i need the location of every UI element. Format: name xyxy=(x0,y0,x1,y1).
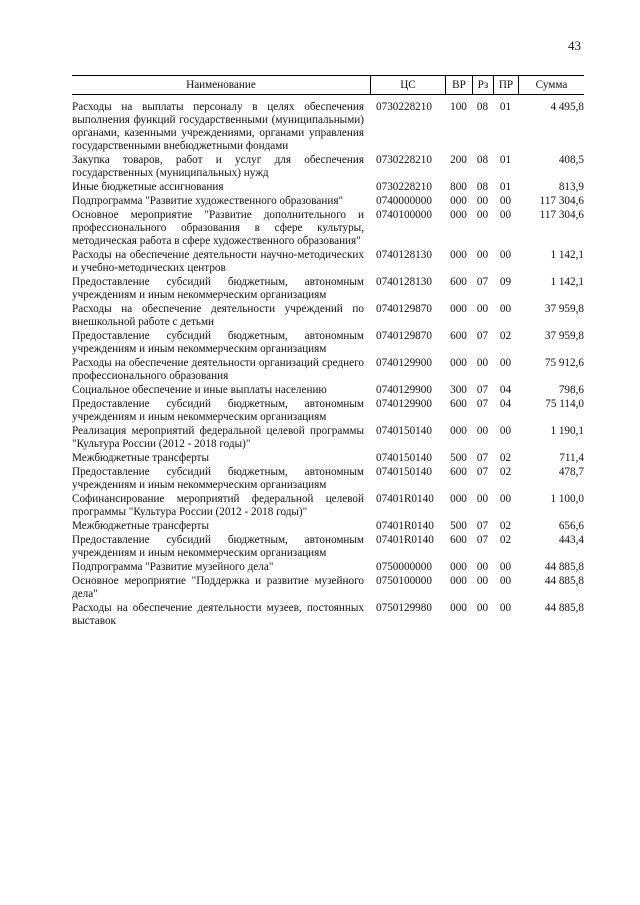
cell-sum: 44 885,8 xyxy=(544,602,584,614)
cell-pr: 00 xyxy=(499,249,512,261)
cell-vr: 000 xyxy=(450,357,467,369)
page-number: 43 xyxy=(568,38,581,53)
table-row xyxy=(72,330,584,356)
cell-sum: 75 912,6 xyxy=(544,357,584,369)
cell-rz: 08 xyxy=(476,181,489,193)
cell-name: Предоставление субсидий бюджетным, автономным учреждениям и иным некоммерческим организациям xyxy=(72,398,364,423)
header-pr: ПР xyxy=(493,76,518,94)
cell-cs: 0740129900 xyxy=(376,357,432,369)
table-row xyxy=(72,276,584,302)
cell-pr: 02 xyxy=(499,534,512,546)
cell-vr: 000 xyxy=(450,602,467,614)
header-vr: ВР xyxy=(445,76,472,94)
cell-vr: 600 xyxy=(450,330,467,342)
cell-rz: 08 xyxy=(476,154,489,166)
cell-pr: 04 xyxy=(499,384,512,396)
cell-name: Подпрограмма "Развитие художественного образования" xyxy=(72,195,344,207)
table-row xyxy=(72,181,584,194)
cell-cs: 0750129980 xyxy=(376,602,432,614)
cell-name: Социальное обеспечение и иные выплаты населению xyxy=(72,384,327,396)
cell-sum: 711,4 xyxy=(559,452,584,464)
cell-pr: 00 xyxy=(499,195,512,207)
cell-rz: 07 xyxy=(476,466,489,478)
cell-pr: 04 xyxy=(499,398,512,410)
cell-name: Реализация мероприятий федеральной целевой программы "Культура России (2012 - 2018 годы)" xyxy=(72,425,364,450)
cell-pr: 01 xyxy=(499,101,512,113)
budget-table xyxy=(72,75,584,628)
cell-vr: 000 xyxy=(450,561,467,573)
cell-cs: 0730228210 xyxy=(376,181,432,193)
header-rz: Рз xyxy=(472,76,493,94)
cell-name: Софинансирование мероприятий федеральной целевой программы "Культура России (2012 - 2018 годы)" xyxy=(72,493,364,518)
cell-sum: 656,6 xyxy=(558,520,584,532)
cell-cs: 0740150140 xyxy=(376,452,432,464)
cell-vr: 600 xyxy=(450,398,467,410)
table-row xyxy=(72,575,584,601)
cell-name: Иные бюджетные ассигнования xyxy=(72,181,224,193)
cell-rz: 00 xyxy=(476,357,489,369)
cell-cs: 0740000000 xyxy=(376,195,432,207)
cell-rz: 07 xyxy=(476,520,489,532)
table-row xyxy=(72,602,584,628)
cell-cs: 0730228210 xyxy=(376,154,432,166)
cell-sum: 1 142,1 xyxy=(550,249,584,261)
cell-name: Предоставление субсидий бюджетным, автономным учреждениям и иным некоммерческим организациям xyxy=(72,276,364,301)
table-row xyxy=(72,154,584,180)
cell-pr: 00 xyxy=(499,425,512,437)
cell-name: Подпрограмма "Развитие музейного дела" xyxy=(72,561,274,573)
cell-rz: 07 xyxy=(476,398,489,410)
cell-name: Основное мероприятие "Развитие дополнительного и профессионального образования в сфере культуры, методическая работа в сфере художественного образования" xyxy=(72,209,364,247)
cell-cs: 0740100000 xyxy=(376,209,432,221)
cell-sum: 798,6 xyxy=(558,384,584,396)
table-row xyxy=(72,209,584,248)
cell-vr: 200 xyxy=(450,154,467,166)
cell-vr: 500 xyxy=(450,452,467,464)
cell-name: Закупка товаров, работ и услуг для обеспечения государственных (муниципальных) нужд xyxy=(72,154,364,179)
cell-pr: 02 xyxy=(499,466,512,478)
table-row xyxy=(72,384,584,397)
cell-sum: 443,4 xyxy=(558,534,584,546)
cell-rz: 07 xyxy=(476,452,489,464)
cell-name: Предоставление субсидий бюджетным, автономным учреждениям и иным некоммерческим организациям xyxy=(72,466,364,491)
cell-cs: 0730228210 xyxy=(376,101,432,113)
cell-vr: 600 xyxy=(450,466,467,478)
cell-pr: 01 xyxy=(499,181,512,193)
table-row xyxy=(72,249,584,275)
header-sum: Сумма xyxy=(518,76,584,94)
cell-sum: 813,9 xyxy=(558,181,584,193)
cell-cs: 07401R0140 xyxy=(376,534,434,546)
cell-cs: 07401R0140 xyxy=(376,520,434,532)
cell-cs: 0740129900 xyxy=(376,384,432,396)
cell-rz: 00 xyxy=(476,209,489,221)
cell-cs: 0740128130 xyxy=(376,276,432,288)
cell-sum: 4 495,8 xyxy=(550,101,584,113)
cell-pr: 00 xyxy=(499,602,512,614)
cell-name: Расходы на выплаты персоналу в целях обеспечения выполнения функций государственными (муниципальными) органами, казенными учреждениями, органами управления государственными внебюджетными фондами xyxy=(72,101,364,152)
cell-name: Предоставление субсидий бюджетным, автономным учреждениям и иным некоммерческим организациям xyxy=(72,330,364,355)
cell-cs: 0740128130 xyxy=(376,249,432,261)
header-name: Наименование xyxy=(186,78,256,91)
table-row xyxy=(72,303,584,329)
cell-sum: 1 100,0 xyxy=(550,493,584,505)
cell-sum: 44 885,8 xyxy=(544,575,584,587)
cell-pr: 02 xyxy=(499,330,512,342)
cell-name: Расходы на обеспечение деятельности организаций среднего профессионального образования xyxy=(72,357,364,382)
cell-vr: 000 xyxy=(450,425,467,437)
table-row xyxy=(72,493,584,519)
cell-name: Основное мероприятие "Поддержка и развитие музейного дела" xyxy=(72,575,364,600)
table-row xyxy=(72,357,584,383)
cell-rz: 00 xyxy=(476,249,489,261)
cell-vr: 000 xyxy=(450,195,467,207)
cell-sum: 37 959,8 xyxy=(544,303,584,315)
cell-cs: 0740150140 xyxy=(376,425,432,437)
cell-pr: 00 xyxy=(499,209,512,221)
cell-vr: 000 xyxy=(450,575,467,587)
cell-name: Предоставление субсидий бюджетным, автономным учреждениям и иным некоммерческим организациям xyxy=(72,534,364,559)
cell-rz: 00 xyxy=(476,195,489,207)
cell-sum: 44 885,8 xyxy=(544,561,584,573)
cell-cs: 0750100000 xyxy=(376,575,432,587)
cell-name: Межбюджетные трансферты xyxy=(72,452,209,464)
cell-sum: 408,5 xyxy=(558,154,584,166)
table-row xyxy=(72,466,584,492)
cell-rz: 00 xyxy=(476,493,489,505)
table-body xyxy=(72,101,584,628)
cell-sum: 117 304,6 xyxy=(539,209,584,221)
table-row xyxy=(72,520,584,533)
cell-pr: 01 xyxy=(499,154,512,166)
table-row xyxy=(72,452,584,465)
cell-name: Расходы на обеспечение деятельности научно-методических и учебно-методических центров xyxy=(72,249,364,274)
cell-pr: 02 xyxy=(499,452,512,464)
cell-rz: 07 xyxy=(476,384,489,396)
table-row xyxy=(72,534,584,560)
cell-vr: 500 xyxy=(450,520,467,532)
cell-vr: 000 xyxy=(450,249,467,261)
cell-sum: 1 190,1 xyxy=(550,425,584,437)
header-cs: ЦС xyxy=(370,76,445,94)
cell-pr: 00 xyxy=(499,493,512,505)
cell-vr: 000 xyxy=(450,303,467,315)
cell-vr: 000 xyxy=(450,209,467,221)
cell-rz: 08 xyxy=(476,101,489,113)
cell-pr: 09 xyxy=(499,276,512,288)
cell-rz: 00 xyxy=(476,425,489,437)
cell-vr: 800 xyxy=(450,181,467,193)
table-row xyxy=(72,195,584,208)
cell-cs: 0740150140 xyxy=(376,466,432,478)
cell-rz: 00 xyxy=(476,602,489,614)
cell-vr: 600 xyxy=(450,276,467,288)
cell-pr: 00 xyxy=(499,303,512,315)
cell-cs: 0740129900 xyxy=(376,398,432,410)
cell-pr: 00 xyxy=(499,357,512,369)
cell-vr: 000 xyxy=(450,493,467,505)
cell-rz: 00 xyxy=(476,575,489,587)
cell-rz: 00 xyxy=(476,561,489,573)
cell-cs: 0740129870 xyxy=(376,303,432,315)
table-row xyxy=(72,561,584,574)
cell-rz: 00 xyxy=(476,303,489,315)
cell-sum: 1 142,1 xyxy=(550,276,584,288)
cell-cs: 0750000000 xyxy=(376,561,432,573)
cell-sum: 478,7 xyxy=(558,466,584,478)
cell-vr: 600 xyxy=(450,534,467,546)
cell-sum: 117 304,6 xyxy=(539,195,584,207)
table-row xyxy=(72,398,584,424)
cell-vr: 300 xyxy=(450,384,467,396)
cell-pr: 00 xyxy=(499,561,512,573)
cell-rz: 07 xyxy=(476,534,489,546)
cell-rz: 07 xyxy=(476,330,489,342)
cell-cs: 07401R0140 xyxy=(376,493,434,505)
cell-name: Расходы на обеспечение деятельности музеев, постоянных выставок xyxy=(72,602,364,627)
cell-pr: 00 xyxy=(499,575,512,587)
table-row xyxy=(72,425,584,451)
cell-rz: 07 xyxy=(476,276,489,288)
table-header xyxy=(72,75,584,95)
cell-pr: 02 xyxy=(499,520,512,532)
table-row xyxy=(72,101,584,153)
cell-vr: 100 xyxy=(450,101,467,113)
cell-sum: 37 959,8 xyxy=(544,330,584,342)
cell-name: Расходы на обеспечение деятельности учреждений по внешкольной работе с детьми xyxy=(72,303,364,328)
cell-name: Межбюджетные трансферты xyxy=(72,520,209,532)
cell-sum: 75 114,0 xyxy=(545,398,584,410)
cell-cs: 0740129870 xyxy=(376,330,432,342)
